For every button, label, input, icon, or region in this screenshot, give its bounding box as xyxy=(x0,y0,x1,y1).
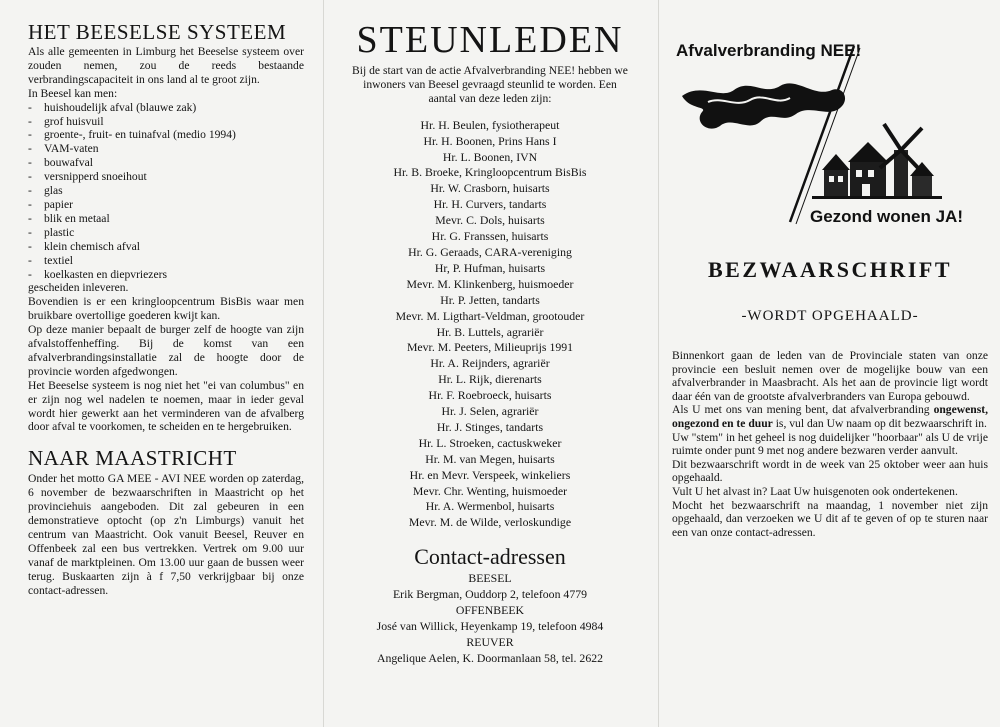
member-item: Hr. W. Crasborn, huisarts xyxy=(430,181,550,196)
waste-list xyxy=(28,101,304,282)
list-item: - groente-, fruit- en tuinafval (medio 1994) xyxy=(28,128,304,142)
member-item: Hr, P. Hufman, huisarts xyxy=(434,260,546,275)
list-item: - huishoudelijk afval (blauwe zak) xyxy=(28,101,304,115)
contact-place: OFFENBEEK xyxy=(455,603,525,618)
member-item: Hr. H. Curvers, tandarts xyxy=(433,197,547,212)
bezwaarschrift-section xyxy=(672,256,988,539)
list-item: - glas xyxy=(28,184,304,198)
contact-place: BEESEL xyxy=(468,571,512,586)
member-item: Mevr. C. Dols, huisarts xyxy=(435,213,545,228)
fold-line-left xyxy=(323,0,324,727)
paragraph-nadelen: Het Beeselse systeem is nog niet het "ei van columbus" en er zijn nog wel nadelen te noemen, maar in ieder geval wordt hier gewerkt aan het verminderen van de afvalberg door afval te voorkomen, te scheiden en te hergebruiken. xyxy=(28,378,304,434)
member-item: Hr. M. van Megen, huisarts xyxy=(425,451,555,466)
wordt-opgehaald-subtitle: -WORDT OPGEHAALD- xyxy=(741,308,919,324)
campaign-logo xyxy=(672,30,972,230)
smoke-cloud-icon xyxy=(682,83,845,128)
list-item: - papier xyxy=(28,198,304,212)
list-item: - koelkasten en diepvriezers xyxy=(28,268,304,282)
list-item: - grof huisvuil xyxy=(28,115,304,129)
paragraph-opgehaald: Dit bezwaarschrift wordt in de week van 25 oktober weer aan huis opgehaald. xyxy=(672,457,988,485)
logo-bottom-text: Gezond wonen JA! xyxy=(810,207,963,226)
member-item: Mevr. Chr. Wenting, huismoeder xyxy=(412,483,568,498)
list-item: - plastic xyxy=(28,226,304,240)
village-icon xyxy=(812,124,942,199)
bezwaarschrift-title: BEZWAARSCHRIFT xyxy=(707,257,953,282)
text-segment: is, vul dan Uw naam op dit bezwaarschrift in. xyxy=(772,416,987,430)
emphasis-text: ongewenst, ongezond en te duur xyxy=(672,403,988,430)
member-item: Hr. A. Reijnders, agrariër xyxy=(430,356,550,371)
contact-line: Angelique Aelen, K. Doormanlaan 58, tel. 2622 xyxy=(376,650,604,665)
member-item: Hr. J. Selen, agrariër xyxy=(441,404,539,419)
contact-line: José van Willick, Heyenkamp 19, telefoon 4984 xyxy=(376,619,604,633)
can-label: In Beesel kan men: xyxy=(28,86,118,100)
members-list xyxy=(340,118,640,532)
list-item: - klein chemisch afval xyxy=(28,240,304,254)
list-item: - textiel xyxy=(28,254,304,268)
member-item: Hr. A. Wermenbol, huisarts xyxy=(425,499,555,514)
heading-naar-maastricht: NAAR MAASTRICHT xyxy=(28,446,237,471)
member-item: Hr. J. Stinges, tandarts xyxy=(436,419,544,434)
contact-addresses xyxy=(340,571,640,666)
list-item: - versnipperd snoeihout xyxy=(28,170,304,184)
member-item: Mevr. M. Klinkenberg, huismoeder xyxy=(406,276,574,291)
steunleden-title: STEUNLEDEN xyxy=(356,19,624,61)
right-panel xyxy=(672,0,988,727)
member-item: Mevr. M. Ligthart-Veldman, grootouder xyxy=(395,308,585,323)
contact-line: Erik Bergman, Ouddorp 2, telefoon 4779 xyxy=(392,587,588,602)
member-item: Hr. H. Boonen, Prins Hans I xyxy=(423,133,557,148)
member-item: Hr. H. Beulen, fysiotherapeut xyxy=(420,117,560,132)
member-item: Hr. P. Jetten, tandarts xyxy=(440,292,540,307)
member-item: Hr. G. Franssen, huisarts xyxy=(431,229,549,244)
member-item: Hr. B. Broeke, Kringloopcentrum BisBis xyxy=(393,165,587,180)
member-item: Hr. F. Roebroeck, huisarts xyxy=(428,388,552,403)
member-item: Hr. en Mevr. Verspeek, winkeliers xyxy=(409,467,571,482)
paragraph-provinciale-staten: Binnenkort gaan de leden van de Provinciale staten van onze provincie een besluit nemen over de mogelijke bouw van een afvalverbrander in Maasbracht. Als het aan de provincie ligt wordt daar één van de grootste afvalverbranders van Europa gebouwd. xyxy=(672,349,988,403)
paragraph-maastricht: Onder het motto GA MEE - AVI NEE worden op zaterdag, 6 november de bezwaarschriften in Maastricht op het provinciehuis aangeboden. Dit zal gebeuren in een demonstratieve optocht (op z'n Limburgs) vanuit het centrum van Maastricht. Ook vanuit Beesel, Reuver en Offenbeek zal een bus vertrekken. Vertrek om 9.00 uur vanaf de marktpleinen. Om 13.00 uur gaan de bussen weer terug. Buskaarten zijn à f 7,50 verkrijgbaar bij onze contact-adressen. xyxy=(28,472,304,597)
logo-graphic xyxy=(672,30,972,230)
paragraph-kringloop: Bovendien is er een kringloopcentrum BisBis waar men bruikbare overtollige goederen kwijt kan. xyxy=(28,295,304,323)
list-item: - blik en metaal xyxy=(28,212,304,226)
list-item: - bouwafval xyxy=(28,156,304,170)
member-item: Mevr. M. Peeters, Milieuprijs 1991 xyxy=(406,340,574,355)
list-item: - VAM-vaten xyxy=(28,142,304,156)
paragraph-niet-opgehaald: Mocht het bezwaarschrift na maandag, 1 november niet zijn opgehaald, dan verzoeken we U dit af te geven of op te sturen naar een van onze contact-adressen. xyxy=(672,498,988,539)
fold-line-right xyxy=(658,0,659,727)
text-segment: Als U met ons van mening bent, dat afvalverbranding xyxy=(672,403,934,417)
member-item: Hr. G. Geraads, CARA-vereniging xyxy=(408,244,572,259)
paragraph-mening xyxy=(672,403,988,430)
contact-place: REUVER xyxy=(466,634,514,649)
member-item: Hr. L. Stroeken, cactuskweker xyxy=(418,435,562,450)
left-panel xyxy=(28,0,304,727)
heading-beeselse-systeem: HET BEESELSE SYSTEEM xyxy=(28,20,287,44)
after-list-text: gescheiden inleveren. xyxy=(28,281,129,295)
logo-top-text: Afvalverbranding NEE! xyxy=(676,41,862,60)
bezwaarschrift-body xyxy=(672,349,988,539)
paragraph-stem: Uw "stem" in het geheel is nog duidelijker "hoorbaar" als U de vrije ruimte onder punt 9 met nog andere bezwaren verder aanvult. xyxy=(672,430,988,458)
paragraph-heffing: Op deze manier bepaalt de burger zelf de hoogte van zijn afvalstoffenheffing. Bij de komst van een afvalverbrandingsinstallatie zal de hoogte door de provincie worden afgedwongen. xyxy=(28,323,304,378)
intro-paragraph: Als alle gemeenten in Limburg het Beeselse systeem over zouden nemen, zou de reeds bestaande verbrandingscapaciteit in ons land al te groot zijn. xyxy=(28,45,304,86)
member-item: Hr. L. Boonen, IVN xyxy=(442,149,538,164)
member-item: Hr. B. Luttels, agrariër xyxy=(436,324,544,339)
contact-title: Contact-adressen xyxy=(414,544,566,570)
member-item: Mevr. M. de Wilde, verloskundige xyxy=(408,515,572,530)
middle-panel xyxy=(340,0,640,727)
paragraph-invullen: Vult U het alvast in? Laat Uw huisgenoten ook ondertekenen. xyxy=(672,484,958,498)
steunleden-intro: Bij de start van de actie Afvalverbranding NEE! hebben we inwoners van Beesel gevraagd steunlid te worden. Een aantal van deze leden zijn: xyxy=(352,64,628,105)
member-item: Hr. L. Rijk, dierenarts xyxy=(438,372,542,387)
